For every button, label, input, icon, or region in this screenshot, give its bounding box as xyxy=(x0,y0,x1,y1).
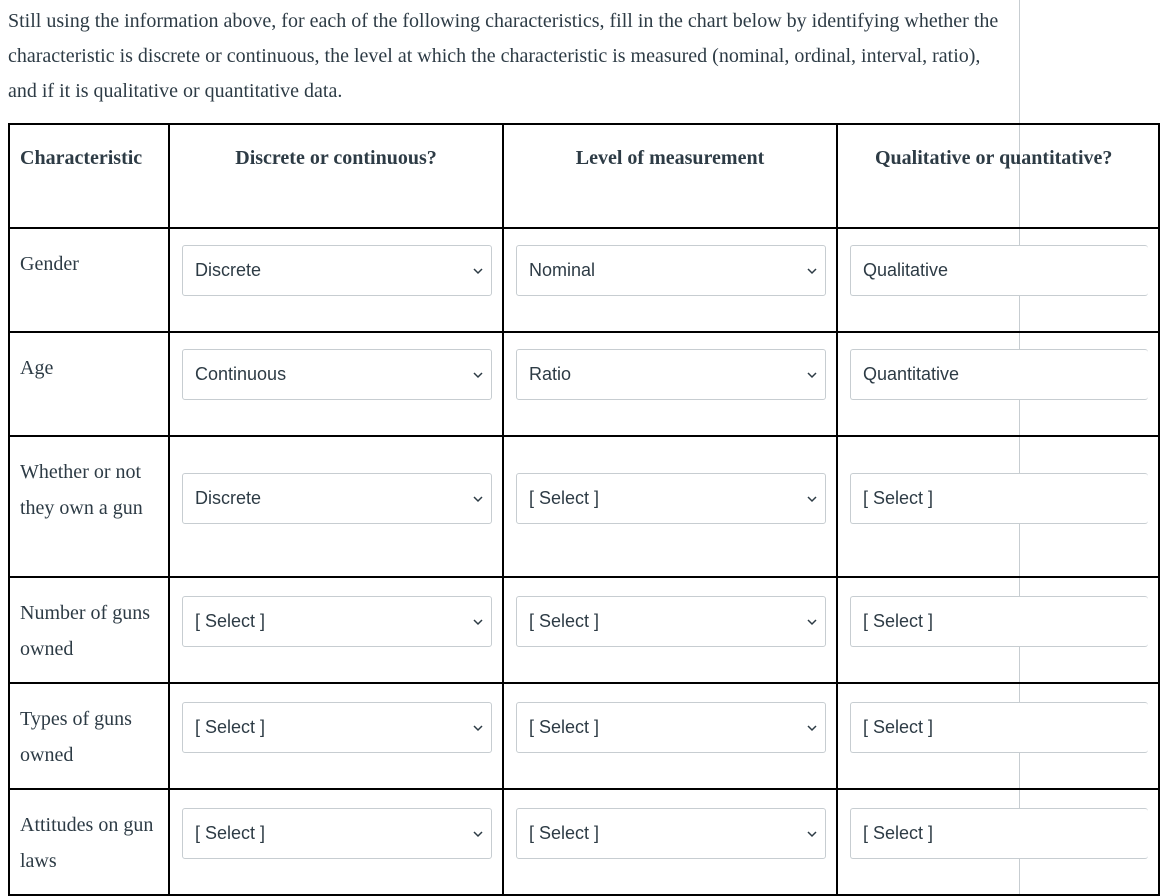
chevron-down-icon xyxy=(807,494,817,504)
discrete-continuous-select[interactable] xyxy=(182,245,492,296)
chevron-down-icon xyxy=(473,370,483,380)
level-of-measurement-select[interactable] xyxy=(516,349,826,400)
select-value: [ Select ] xyxy=(529,488,600,508)
chevron-down-icon xyxy=(473,723,483,733)
table-row xyxy=(9,332,1159,436)
answer-table xyxy=(8,123,1160,896)
select-value: Nominal xyxy=(529,260,596,280)
level-of-measurement-select[interactable] xyxy=(516,596,826,647)
discrete-continuous-select[interactable] xyxy=(182,702,492,753)
characteristic-cell: Number of guns owned xyxy=(9,577,169,683)
qualitative-quantitative-select[interactable] xyxy=(850,808,1148,859)
qualitative-quantitative-select[interactable] xyxy=(850,702,1148,753)
qualitative-quantitative-select[interactable] xyxy=(850,473,1148,524)
select-value: [ Select ] xyxy=(529,611,600,631)
characteristic-cell: Whether or not they own a gun xyxy=(9,436,169,577)
header-characteristic: Characteristic xyxy=(9,124,169,228)
characteristic-cell: Age xyxy=(9,332,169,436)
select-value: Qualitative xyxy=(863,260,949,280)
select-value: [ Select ] xyxy=(863,717,934,737)
select-value: Quantitative xyxy=(863,364,960,384)
level-of-measurement-select[interactable] xyxy=(516,808,826,859)
select-value: [ Select ] xyxy=(863,488,934,508)
chevron-down-icon xyxy=(473,266,483,276)
chevron-down-icon xyxy=(473,617,483,627)
select-value: Ratio xyxy=(529,364,572,384)
qualitative-quantitative-select[interactable] xyxy=(850,596,1148,647)
chevron-down-icon xyxy=(807,617,817,627)
table-row xyxy=(9,683,1159,789)
characteristic-cell: Gender xyxy=(9,228,169,332)
level-of-measurement-select[interactable] xyxy=(516,473,826,524)
chevron-down-icon xyxy=(807,370,817,380)
select-value: Continuous xyxy=(195,364,287,384)
header-level-of-measurement: Level of measurement xyxy=(503,124,837,228)
discrete-continuous-select[interactable] xyxy=(182,473,492,524)
discrete-continuous-select[interactable] xyxy=(182,596,492,647)
level-of-measurement-select[interactable] xyxy=(516,245,826,296)
answer-table-container[interactable] xyxy=(8,123,1113,894)
discrete-continuous-select[interactable] xyxy=(182,808,492,859)
characteristic-cell: Attitudes on gun laws xyxy=(9,789,169,895)
header-qualitative-quantitative: Qualitative or quantitative? xyxy=(837,124,1159,228)
table-row xyxy=(9,577,1159,683)
table-header-row xyxy=(9,124,1159,228)
level-of-measurement-select[interactable] xyxy=(516,702,826,753)
instructions-text: Still using the information above, for each of the following characteristics, fill in the chart below by identifying whether the characteristic is discrete or continuous, the level at which the characteristic is measured (nominal, ordinal, interval, ratio), and if it is qualitative or quantitative data. xyxy=(8,10,999,102)
chevron-down-icon xyxy=(807,723,817,733)
table-row xyxy=(9,789,1159,895)
table-row xyxy=(9,228,1159,332)
select-value: [ Select ] xyxy=(195,823,266,843)
select-value: [ Select ] xyxy=(863,611,934,631)
select-value: [ Select ] xyxy=(529,823,600,843)
select-value: [ Select ] xyxy=(195,717,266,737)
select-value: Discrete xyxy=(195,260,262,280)
qualitative-quantitative-select[interactable] xyxy=(850,245,1148,296)
select-value: Discrete xyxy=(195,488,262,508)
chevron-down-icon xyxy=(473,494,483,504)
header-discrete-continuous: Discrete or continuous? xyxy=(169,124,503,228)
characteristic-cell: Types of guns owned xyxy=(9,683,169,789)
select-value: [ Select ] xyxy=(863,823,934,843)
chevron-down-icon xyxy=(807,266,817,276)
select-value: [ Select ] xyxy=(195,611,266,631)
table-row xyxy=(9,436,1159,577)
chevron-down-icon xyxy=(473,829,483,839)
qualitative-quantitative-select[interactable] xyxy=(850,349,1148,400)
select-value: [ Select ] xyxy=(529,717,600,737)
chevron-down-icon xyxy=(807,829,817,839)
discrete-continuous-select[interactable] xyxy=(182,349,492,400)
